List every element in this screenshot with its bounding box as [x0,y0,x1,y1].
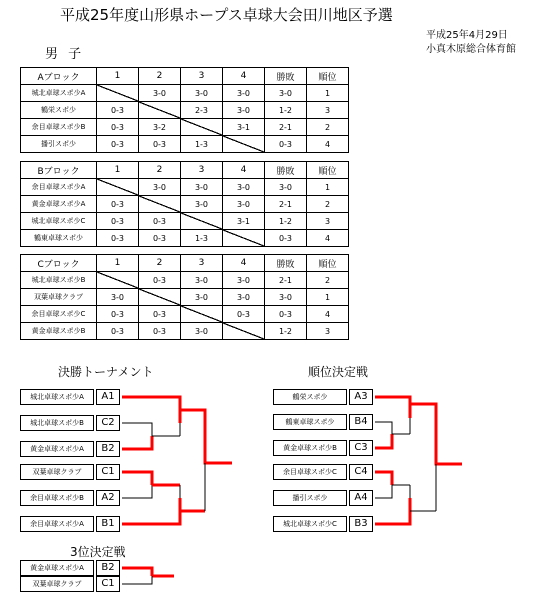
score-cell: 3-0 [223,179,265,196]
winner-path [375,397,410,404]
score-cell: 3-0 [181,179,223,196]
bracket-team: 城北卓球スポ少A [20,389,94,405]
score-cell: 4 [307,230,349,247]
score-cell: 1 [307,85,349,102]
score-cell: 0-3 [139,306,181,323]
bracket-seed: C2 [96,415,120,431]
score-cell: 4 [307,306,349,323]
team-name: 余目卓球スポ少B [21,119,97,136]
bracket-seed: B2 [96,441,120,457]
score-cell: 3-0 [223,85,265,102]
score-cell: 3-0 [181,323,223,340]
league-header-cell: Cブロック [21,255,97,272]
score-cell: 2-1 [265,272,307,289]
league-header-cell: 2 [139,162,181,179]
team-name: 城北卓球スポ少A [21,85,97,102]
winner-path [375,434,392,448]
score-cell: 1 [307,179,349,196]
league-header-cell: 3 [181,162,223,179]
score-cell: 3-0 [139,85,181,102]
league-header-cell: 勝敗 [265,68,307,85]
winner-path [375,511,410,524]
winner-path [122,568,152,576]
league-header-cell: 勝敗 [265,255,307,272]
score-cell: 0-3 [223,306,265,323]
event-venue: 小真木原総合体育館 [426,44,516,55]
score-cell: 2-1 [265,119,307,136]
score-cell: 3-0 [181,272,223,289]
bracket-seed: B2 [96,560,120,576]
league-header-cell: 2 [139,255,181,272]
bracket-team: 余目卓球スポ少A [20,516,94,532]
team-name: 播引スポ少 [21,136,97,153]
winner-path [410,404,462,464]
score-cell: 3-0 [223,289,265,306]
team-name: 余目卓球スポ少A [21,179,97,196]
bracket-line [122,576,152,584]
bracket-line [375,485,392,498]
league-header-cell: 3 [181,68,223,85]
score-cell: 0-3 [97,196,139,213]
bracket-seed: B4 [349,414,373,430]
bracket-seed: A4 [349,490,373,506]
score-cell: 2 [307,119,349,136]
bracket-team: 播引スポ少 [273,490,347,506]
final-tournament-title: 決勝トーナメント [58,365,154,379]
page-title: 平成25年度山形県ホープス卓球大会田川地区予選 [60,6,393,24]
league-header-cell: 3 [181,255,223,272]
third-place-title: 3位決定戦 [70,545,126,559]
score-cell: 0-3 [265,136,307,153]
winner-path [122,511,180,524]
bracket-line [375,422,392,434]
league-header-cell: 1 [97,255,139,272]
score-cell: 1-2 [265,102,307,119]
bracket-line [122,485,152,498]
team-name: 余目卓球スポ少C [21,306,97,323]
winner-path [375,472,392,485]
score-cell: 3 [307,102,349,119]
team-name: 城北卓球スポ少B [21,272,97,289]
score-cell: 3-0 [181,289,223,306]
winner-path [122,397,180,410]
score-cell: 0-3 [139,323,181,340]
score-cell: 3-1 [223,213,265,230]
league-header-cell: 2 [139,68,181,85]
score-cell: 1-2 [265,323,307,340]
score-cell: 0-3 [139,230,181,247]
league-header-cell: 1 [97,162,139,179]
bracket-team: 黄金卓球スポ少A [20,441,94,457]
score-cell: 0-3 [97,136,139,153]
score-cell: 3-0 [265,85,307,102]
bracket-team: 黄金卓球スポ少B [273,440,347,456]
score-cell: 3-0 [181,85,223,102]
score-cell: 1 [307,289,349,306]
bracket-seed: A2 [96,490,120,506]
team-name: 鶴栄スポ少 [21,102,97,119]
bracket-seed: C3 [349,440,373,456]
score-cell: 1-3 [181,136,223,153]
team-name: 黄金卓球スポ少B [21,323,97,340]
score-cell: 2-3 [181,102,223,119]
team-name: 双葉卓球クラブ [21,289,97,306]
placement-title: 順位決定戦 [308,365,369,379]
score-cell: 3-0 [139,179,181,196]
bracket-team: 双葉卓球クラブ [20,464,94,480]
league-header-cell: Aブロック [21,68,97,85]
bracket-line [122,423,152,436]
score-cell: 2 [307,196,349,213]
winner-path [122,436,152,449]
bracket-team: 余目卓球スポ少B [20,490,94,506]
bracket-seed: B1 [96,516,120,532]
score-cell: 3-0 [265,289,307,306]
league-header-cell: 4 [223,162,265,179]
winner-path [180,410,232,463]
bracket-seed: C4 [349,464,373,480]
league-header-cell: 順位 [307,255,349,272]
score-cell: 0-3 [97,230,139,247]
score-cell: 2-1 [265,196,307,213]
score-cell: 3-0 [97,289,139,306]
score-cell: 0-3 [139,272,181,289]
league-header-cell: 1 [97,68,139,85]
score-cell: 3-1 [223,119,265,136]
score-cell: 0-3 [97,213,139,230]
score-cell: 3-2 [139,119,181,136]
section-men: 男 子 [45,47,85,62]
winner-path [122,472,152,485]
score-cell: 0-3 [139,136,181,153]
event-date: 平成25年4月29日 [426,30,508,41]
score-cell: 0-3 [97,119,139,136]
bracket-seed: A1 [96,389,120,405]
league-header-cell: 勝敗 [265,162,307,179]
bracket-seed: C1 [96,576,120,592]
score-cell: 2 [307,272,349,289]
league-header-cell: 4 [223,255,265,272]
league-header-cell: 4 [223,68,265,85]
score-cell: 3-0 [181,196,223,213]
score-cell: 1-2 [265,213,307,230]
bracket-seed: B3 [349,516,373,532]
score-cell: 1-3 [181,230,223,247]
score-cell: 0-3 [97,102,139,119]
score-cell: 0-3 [97,323,139,340]
score-cell: 0-3 [97,306,139,323]
league-header-cell: Bブロック [21,162,97,179]
bracket-team: 鶴栄スポ少 [273,389,347,405]
score-cell: 0-3 [265,230,307,247]
score-cell: 0-3 [265,306,307,323]
bracket-team: 黄金卓球スポ少A [20,560,94,576]
score-cell: 4 [307,136,349,153]
bracket-team: 城北卓球スポ少C [273,516,347,532]
score-cell: 3 [307,323,349,340]
team-name: 黄金卓球スポ少A [21,196,97,213]
bracket-team: 城北卓球スポ少B [20,415,94,431]
score-cell: 3-0 [223,196,265,213]
bracket-team: 鶴東卓球スポ少 [273,414,347,430]
team-name: 城北卓球スポ少C [21,213,97,230]
score-cell: 3 [307,213,349,230]
team-name: 鶴東卓球スポ少 [21,230,97,247]
bracket-team: 双葉卓球クラブ [20,576,94,592]
score-cell: 3-0 [265,179,307,196]
league-header-cell: 順位 [307,162,349,179]
score-cell: 0-3 [139,213,181,230]
score-cell: 3-0 [223,272,265,289]
bracket-seed: C1 [96,464,120,480]
bracket-seed: A3 [349,389,373,405]
score-cell: 3-0 [223,102,265,119]
league-header-cell: 順位 [307,68,349,85]
bracket-team: 余目卓球スポ少C [273,464,347,480]
